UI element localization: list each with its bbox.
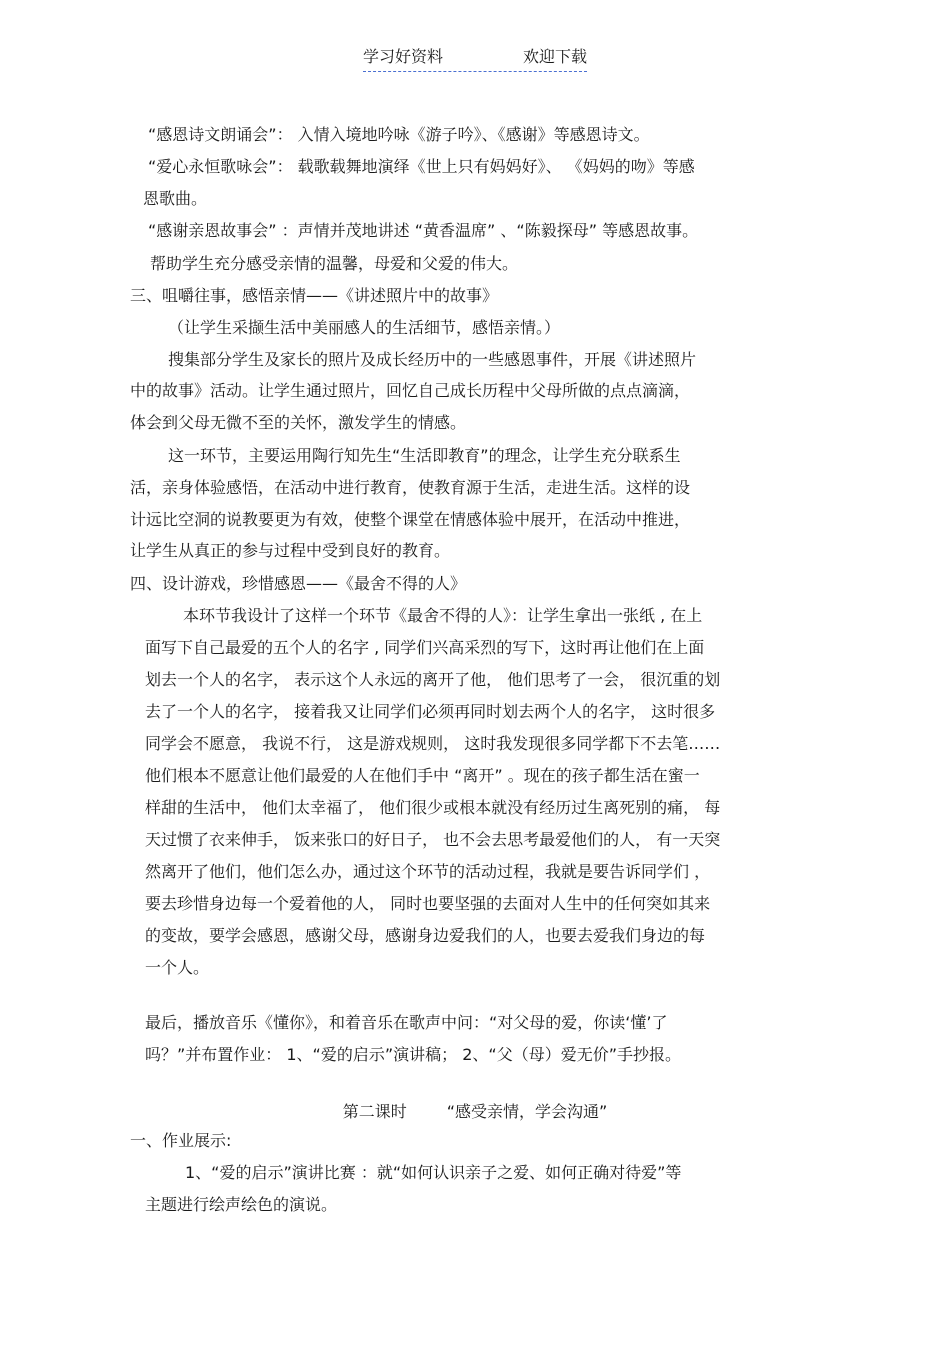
text-line: 同学会不愿意， 我说不行， 这是游戏规则， 这时我发现很多同学都下不去笔…… bbox=[145, 734, 721, 753]
text-line: 划去一个人的名字， 表示这个人永远的离开了他， 他们思考了一会， 很沉重的划 bbox=[145, 670, 721, 689]
text-line: 恩歌曲。 bbox=[143, 189, 208, 208]
text-line: 面写下自己最爱的五个人的名字 , 同学们兴高采烈的写下，这时再让他们在上面 bbox=[145, 638, 705, 657]
section-heading: 三、咀嚼往事，感悟亲情——《讲述照片中的故事》 bbox=[130, 286, 499, 305]
header-banner bbox=[363, 44, 587, 72]
text-line: 主题进行绘声绘色的演说。 bbox=[145, 1195, 338, 1214]
text-line: 本环节我设计了这样一个环节《最舍不得的人》：让学生拿出一张纸 , 在上 bbox=[183, 606, 703, 625]
page-header bbox=[0, 44, 950, 72]
text-line: 1、“爱的启示”演讲比赛 ：就“如何认识亲子之爱、如何正确对待爱”等 bbox=[185, 1163, 682, 1182]
text-line: 天过惯了衣来伸手， 饭来张口的好日子， 也不会去思考最爱他们的人， 有一天突 bbox=[145, 830, 721, 849]
text-line: “感谢亲恩故事会” ：声情并茂地讲述 “黄香温席” 、“陈毅探母” 等感恩故事。 bbox=[148, 221, 699, 240]
text-line: 最后，播放音乐《懂你》，和着音乐在歌声中问：“对父母的爱，你读‘懂’了 bbox=[145, 1013, 668, 1032]
lesson-title-number: 第二课时 bbox=[342, 1102, 407, 1121]
text-line: 活，亲身体验感悟，在活动中进行教育，使教育源于生活，走进生活。这样的设 bbox=[130, 478, 691, 497]
text-line: 一个人。 bbox=[145, 958, 210, 977]
section-heading: 四、设计游戏，珍惜感恩——《最舍不得的人》 bbox=[130, 574, 467, 593]
section-heading: 一、作业展示: bbox=[130, 1131, 232, 1150]
lesson-title-text: “感受亲情，学会沟通” bbox=[446, 1102, 608, 1121]
text-line: 的变故，要学会感恩，感谢父母，感谢身边爱我们的人，也要去爱我们身边的每 bbox=[145, 926, 706, 945]
text-line: “感恩诗文朗诵会”： 入情入境地吟咏《游子吟》、《感谢》等感恩诗文。 bbox=[148, 125, 650, 144]
text-line: 他们根本不愿意让他们最爱的人在他们手中 “离开” 。现在的孩子都生活在蜜一 bbox=[145, 766, 700, 785]
text-line: 样甜的生活中， 他们太幸福了， 他们很少或根本就没有经历过生离死别的痛， 每 bbox=[145, 798, 721, 817]
header-left-text: 学习好资料 bbox=[362, 47, 443, 66]
text-line: 要去珍惜身边每一个爱着他的人， 同时也要坚强的去面对人生中的任何突如其来 bbox=[145, 894, 711, 913]
text-line: 吗？”并布置作业： 1、“爱的启示”演讲稿； 2、“父（母）爱无价”手抄报。 bbox=[145, 1045, 681, 1064]
text-line: 搜集部分学生及家长的照片及成长经历中的一些感恩事件，开展《讲述照片 bbox=[168, 350, 697, 369]
text-line: 然离开了他们，他们怎么办，通过这个环节的活动过程，我就是要告诉同学们 ， bbox=[145, 862, 711, 881]
text-line: 让学生从真正的参与过程中受到良好的教育。 bbox=[130, 541, 451, 560]
lesson-title bbox=[0, 1099, 950, 1122]
text-line: 去了一个人的名字， 接着我又让同学们必须再同时划去两个人的名字， 这时很多 bbox=[145, 702, 716, 721]
header-right-text: 欢迎下载 bbox=[523, 47, 588, 66]
text-line: 体会到父母无微不至的关怀，激发学生的情感。 bbox=[130, 413, 467, 432]
text-line: 计远比空洞的说教要更为有效，使整个课堂在情感体验中展开，在活动中推进， bbox=[130, 510, 691, 529]
text-line: “爱心永恒歌咏会”： 载歌载舞地演绎《世上只有妈妈好》、 《妈妈的吻》等感 bbox=[148, 157, 695, 176]
text-line: 帮助学生充分感受亲情的温馨，母爱和父爱的伟大。 bbox=[150, 254, 519, 273]
text-line: 这一环节，主要运用陶行知先生“生活即教育”的理念，让学生充分联系生 bbox=[168, 446, 681, 465]
text-line: 中的故事》活动。让学生通过照片，回忆自己成长历程中父母所做的点点滴滴， bbox=[130, 381, 691, 400]
text-line: （让学生采撷生活中美丽感人的生活细节，感悟亲情。） bbox=[168, 318, 561, 337]
